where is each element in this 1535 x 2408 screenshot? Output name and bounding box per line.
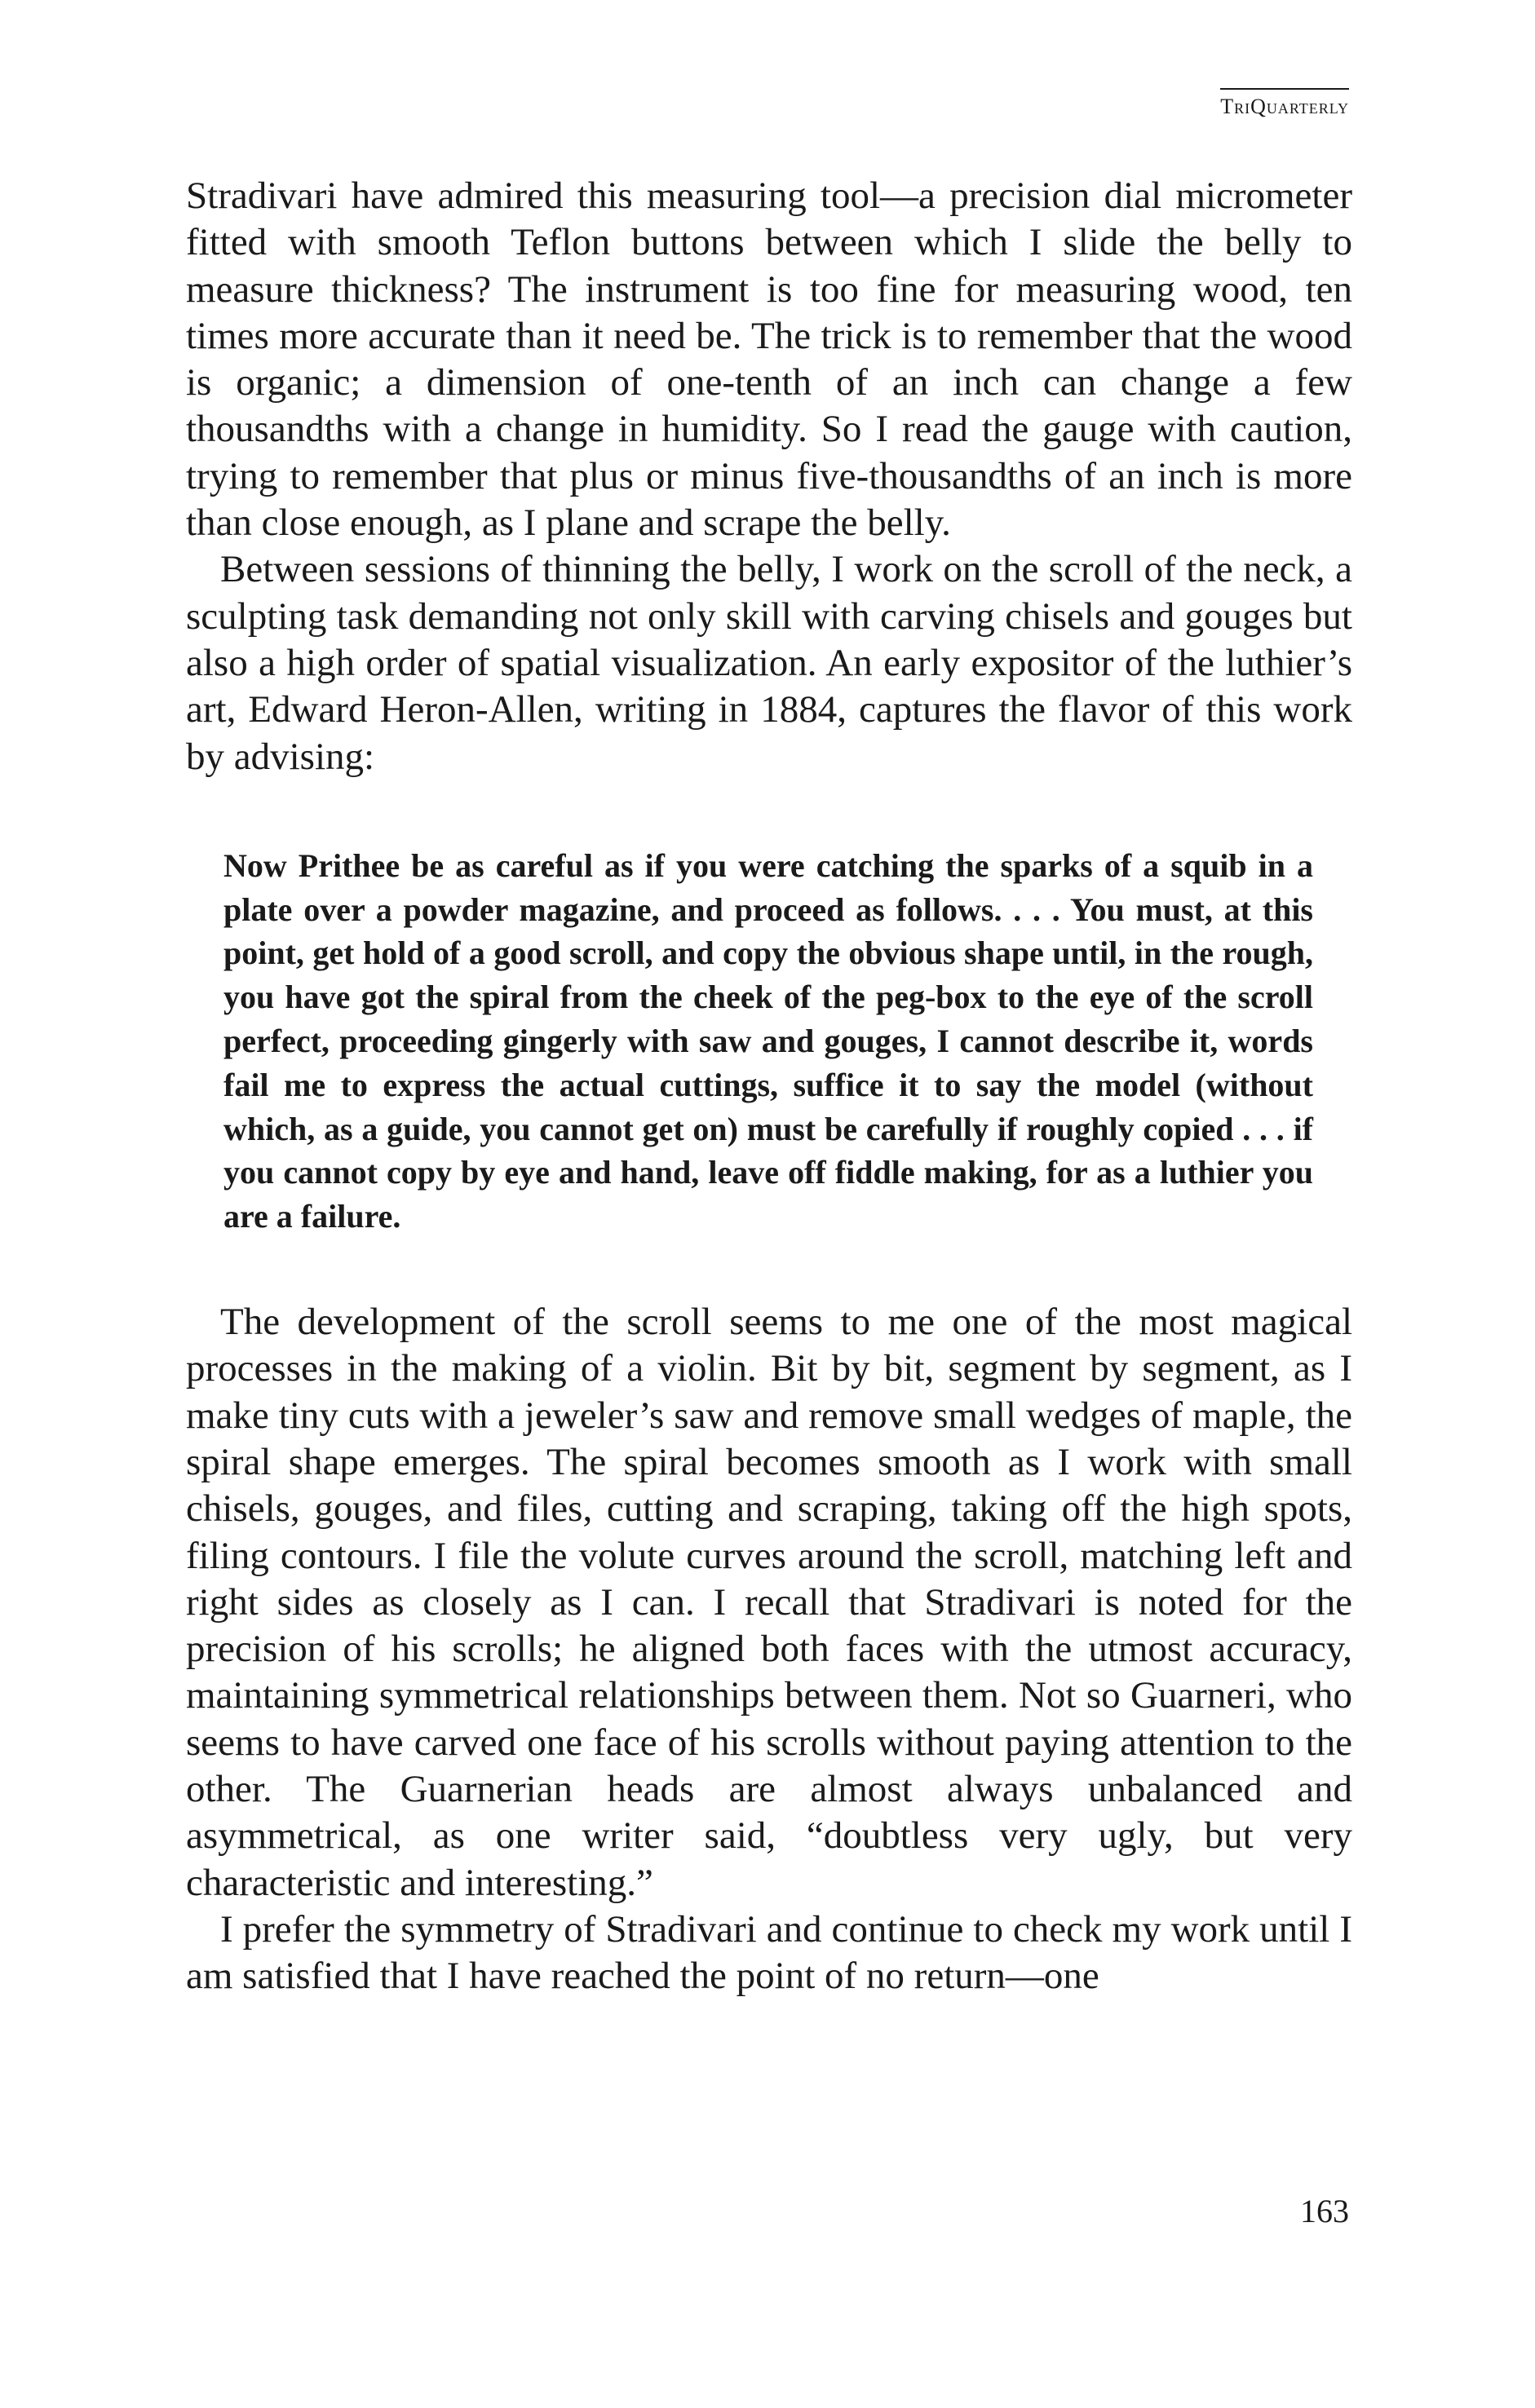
paragraph-scroll-development: The development of the scroll seems to me one of the most magical processes in the making of a violin. Bit by bit, segment by segment, as I make tiny cuts with a jeweler’s saw and remove small wedges of maple, the spiral shape emerges. The spiral becomes smooth as I work with small chisels, gouges, and files, cutting and scraping, taking off the high spots, filing contours. I file the volute curves around the scroll, matching left and right sides as closely as I can. I recall that Stradivari is noted for the precision of his scrolls; he aligned both faces with the utmost accuracy, maintaining symmetrical relationships between them. Not so Guarneri, who seems to have carved one face of his scrolls without paying attention to the other. The Guarnerian heads are almost always unbalanced and asymmetrical, as one writer said, “doubtless very ugly, but very characteristic and interesting.” bbox=[186, 1301, 1352, 1904]
running-head: TriQuarterly bbox=[1220, 88, 1349, 119]
paragraph-continued: Stradivari have admired this measuring tool—a precision dial micrometer fitted with smooth Teflon buttons between which I slide the belly to measure thickness? The instrument is too fine for measuring wood, ten times more accurate than it need be. The trick is to remember that the wood is organic; a dimension of one-tenth of an inch can change a few thousandths with a change in humidity. So I read the gauge with caution, trying to remember that plus or minus five-thousandths of an inch is more than close enough, as I plane and scrape the belly. bbox=[186, 175, 1352, 545]
paragraph-scroll-intro: Between sessions of thinning the belly, I work on the scroll of the neck, a sculpting task demanding not only skill with carving chisels and gouges but also a high order of spatial visualization. An early expositor of the luthier’s art, Edward Heron-Allen, writing in 1884, captures the flavor of this work by advising: bbox=[186, 548, 1352, 778]
body-text bbox=[186, 173, 1352, 1999]
paragraph-symmetry: I prefer the symmetry of Stradivari and continue to check my work until I am satisfied that I have reached the point of no return—one bbox=[186, 1907, 1352, 1998]
block-quotation: Now Prithee be as careful as if you were catching the sparks of a squib in a plate over a powder magazine, and proceed as follows. . . . You must, at this point, get hold of a good scroll, and copy the obvious shape until, in the rough, you have got the spiral from the cheek of the peg-box to the eye of the scroll perfect, proceeding gingerly with saw and gouges, I cannot describe it, words fail me to express the actual cuttings, suffice it to say the model (without which, as a guide, you cannot get on) must be carefully if roughly copied . . . if you cannot copy by eye and hand, leave off fiddle making, for as a luthier you are a failure. bbox=[223, 846, 1313, 1235]
page-number: 163 bbox=[1300, 2193, 1349, 2229]
